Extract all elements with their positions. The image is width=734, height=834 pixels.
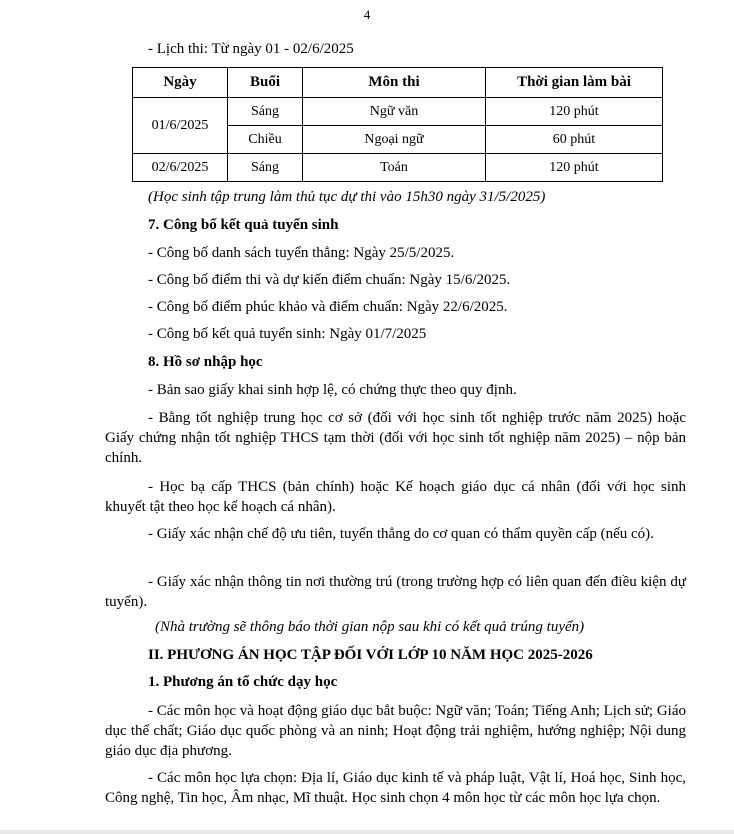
header-subject: Môn thi	[303, 68, 486, 98]
page-number: 4	[363, 7, 371, 22]
table-note: (Học sinh tập trung làm thủ tục dự thi vào 15h30 ngày 31/5/2025)	[148, 189, 546, 205]
cell-subject: Ngữ văn	[303, 98, 486, 126]
table-row	[133, 98, 663, 126]
part2-title: II. PHƯƠNG ÁN HỌC TẬP ĐỐI VỚI LỚP 10 NĂM HỌC 2025-2026	[148, 647, 593, 663]
cell-date: 01/6/2025	[133, 98, 228, 154]
section7-item: - Công bố điểm phúc khảo và điểm chuẩn: Ngày 22/6/2025.	[148, 299, 508, 315]
part2-paragraph: - Các môn học lựa chọn: Địa lí, Giáo dục kinh tế và pháp luật, Vật lí, Hoá học, Sinh học, Công nghệ, Tin học, Âm nhạc, Mĩ thuật. Học sinh chọn 4 môn học từ các môn học lựa chọn.	[105, 770, 686, 806]
cell-duration: 60 phút	[486, 126, 663, 154]
header-date: Ngày	[133, 68, 228, 98]
schedule-heading: - Lịch thi: Từ ngày 01 - 02/6/2025	[148, 41, 354, 57]
section8-item: - Giấy xác nhận chế độ ưu tiên, tuyển thẳng do cơ quan có thẩm quyền cấp (nếu có).	[148, 526, 654, 542]
cell-subject: Ngoại ngữ	[303, 126, 486, 154]
section7-item: - Công bố điểm thi và dự kiến điểm chuẩn: Ngày 15/6/2025.	[148, 272, 511, 288]
section7-item: - Công bố kết quả tuyển sinh: Ngày 01/7/2025	[148, 326, 427, 342]
section8-item: - Giấy xác nhận thông tin nơi thường trú (trong trường hợp có liên quan đến điều kiện dự tuyển).	[105, 574, 686, 610]
cell-duration: 120 phút	[486, 98, 663, 126]
section8-note: (Nhà trường sẽ thông báo thời gian nộp sau khi có kết quả trúng tuyển)	[155, 619, 585, 635]
section8-item: - Học bạ cấp THCS (bản chính) hoặc Kế hoạch giáo dục cá nhân (đối với học sinh khuyết tật theo học kế hoạch cá nhân).	[105, 479, 686, 515]
cell-duration: 120 phút	[486, 154, 663, 182]
page-bottom-edge	[0, 830, 734, 834]
part2-paragraph: - Các môn học và hoạt động giáo dục bắt buộc: Ngữ văn; Toán; Tiếng Anh; Lịch sử; Giáo dục thể chất; Giáo dục quốc phòng và an ninh; Hoạt động trải nghiệm, hướng nghiệp; Nội dung giáo dục địa phương.	[105, 703, 686, 759]
header-session: Buổi	[228, 68, 303, 98]
exam-schedule-table	[132, 67, 663, 182]
section8-item: - Bằng tốt nghiệp trung học cơ sở (đối với học sinh tốt nghiệp trước năm 2025) hoặc Giấy chứng nhận tốt nghiệp THCS tạm thời (đối với học sinh tốt nghiệp năm 2025) – nộp bản chính.	[105, 410, 686, 466]
table-header-row	[133, 68, 663, 98]
cell-session: Sáng	[228, 98, 303, 126]
cell-session: Sáng	[228, 154, 303, 182]
section7-title: 7. Công bố kết quả tuyển sinh	[148, 217, 339, 233]
cell-subject: Toán	[303, 154, 486, 182]
section7-item: - Công bố danh sách tuyển thẳng: Ngày 25/5/2025.	[148, 245, 455, 261]
cell-session: Chiều	[228, 126, 303, 154]
section8-item: - Bản sao giấy khai sinh hợp lệ, có chứng thực theo quy định.	[148, 382, 517, 398]
part2-sub1-title: 1. Phương án tổ chức dạy học	[148, 674, 338, 690]
header-duration: Thời gian làm bài	[486, 68, 663, 98]
cell-date: 02/6/2025	[133, 154, 228, 182]
table-row	[133, 154, 663, 182]
section8-title: 8. Hồ sơ nhập học	[148, 354, 263, 370]
